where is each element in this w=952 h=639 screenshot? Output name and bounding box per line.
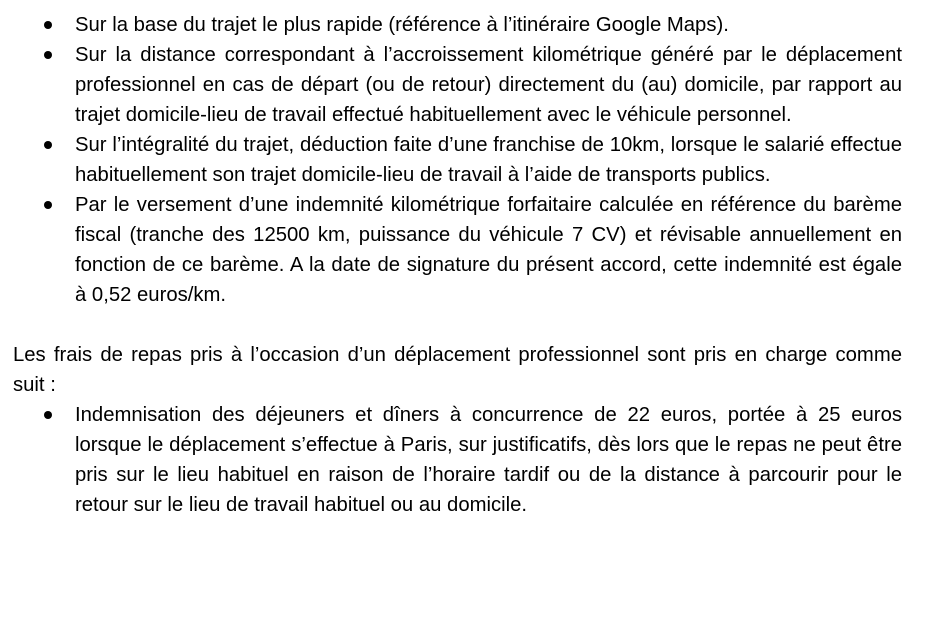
bullet-icon: [44, 21, 52, 29]
list-item-text: Sur l’intégralité du trajet, déduction faite d’une franchise de 10km, lorsque le salarié effectue habituellement son trajet domicile-lieu de travail à l’aide de transports publics.: [75, 134, 902, 186]
list-item-text: Sur la base du trajet le plus rapide (référence à l’itinéraire Google Maps).: [75, 14, 729, 36]
list-item: [75, 40, 902, 130]
meal-expenses-intro: Les frais de repas pris à l’occasion d’un déplacement professionnel sont pris en charge comme suit :: [13, 344, 902, 396]
list-item: [75, 400, 902, 520]
list-item-text: Par le versement d’une indemnité kilométrique forfaitaire calculée en référence du barème fiscal (tranche des 12500 km, puissance du véhicule 7 CV) et révisable annuellement en fonction de ce barème. A la date de signature du présent accord, cette indemnité est égale à 0,52 euros/km.: [75, 194, 902, 306]
travel-conditions-list: [0, 10, 952, 310]
list-item-text: Sur la distance correspondant à l’accroissement kilométrique généré par le déplacement professionnel en cas de départ (ou de retour) directement du (au) domicile, par rapport au trajet domicile-lieu de travail effectué habituellement avec le véhicule personnel.: [75, 44, 902, 126]
bullet-icon: [44, 201, 52, 209]
list-item: [75, 130, 902, 190]
list-item: [75, 190, 902, 310]
bullet-icon: [44, 411, 52, 419]
document-body: [0, 10, 952, 520]
bullet-icon: [44, 141, 52, 149]
list-item: [75, 10, 902, 40]
bullet-icon: [44, 51, 52, 59]
meal-expenses-list: [0, 400, 952, 520]
list-item-text: Indemnisation des déjeuners et dîners à concurrence de 22 euros, portée à 25 euros lorsque le déplacement s’effectue à Paris, sur justificatifs, dès lors que le repas ne peut être pris sur le lieu habituel en raison de l’horaire tardif ou de la distance à parcourir pour le retour sur le lieu de travail habituel ou au domicile.: [75, 404, 902, 516]
